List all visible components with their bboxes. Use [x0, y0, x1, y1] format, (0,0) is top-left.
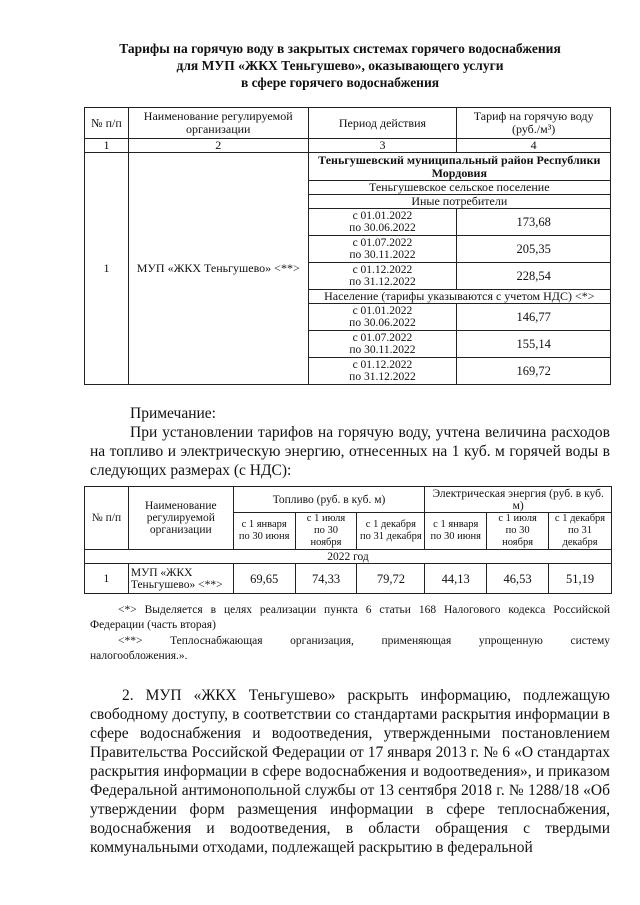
header-org: Наименование регулируемой организации	[128, 108, 308, 139]
period-header: с 1 января по 30 июня	[233, 513, 295, 550]
header-org: Наименование регулируемой организации	[128, 487, 233, 550]
period-header: с 1 декабря по 31 декабря	[549, 513, 612, 550]
org-name: МУП «ЖКХ Теньгушево» <**>	[128, 153, 308, 385]
header-tariff: Тариф на горячую воду (руб./м³)	[457, 108, 611, 139]
settlement-name: Теньгушевское сельское поселение	[308, 181, 610, 195]
tariff-value: 228,54	[457, 263, 611, 290]
paragraph-2: 2. МУП «ЖКХ Теньгушево» раскрыть информацию, подлежащую свободному доступу, в соответствии со стандартами раскрытия информации в сфере водоснабжения и водоотведения, утвержденными постановлением Правительства Российской Федерации от 17 января 2013 г. № 6 «О стандартах раскрытия информации в сфере водоснабжения и водоотведения», и приказом Федеральной антимонопольной службы от 13 сентября 2018 г. № 1288/18 «Об утверждении форм размещения информации в сфере теплоснабжения, водоснабжения и водоотведения, в области обращения с твердыми коммунальными отходами, подлежащей раскрытию в федеральной	[90, 687, 610, 856]
group-label-population: Население (тарифы указываются с учетом НДС) <*>	[308, 290, 610, 304]
header-num: № п/п	[85, 487, 129, 550]
cost-value: 51,19	[549, 564, 612, 594]
header-period: Период действия	[308, 108, 457, 139]
note-heading: Примечание:	[130, 405, 216, 422]
cost-value: 74,33	[295, 564, 357, 594]
title-line-2: для МУП «ЖКХ Теньгушево», оказывающего услуги	[176, 58, 504, 73]
row-num: 1	[85, 153, 129, 385]
tariff-value: 173,68	[457, 209, 611, 236]
index-cell: 1	[85, 139, 129, 153]
org-name: МУП «ЖКХ Теньгушево» <**>	[128, 564, 233, 594]
period-cell: с 01.07.2022 по 30.11.2022	[308, 236, 457, 263]
period-header: с 1 июля по 30 ноября	[295, 513, 357, 550]
year-label: 2022 год	[85, 550, 612, 564]
tariff-value: 155,14	[457, 331, 611, 358]
tariff-table	[84, 107, 611, 385]
header-fuel: Топливо (руб. в куб. м)	[233, 487, 425, 513]
period-header: с 1 января по 30 июня	[425, 513, 487, 550]
region-name: Теньгушевский муниципальный район Республики Мордовия	[308, 153, 610, 181]
tariff-table-header-row	[85, 108, 611, 139]
document-title	[60, 40, 620, 91]
cost-value: 44,13	[425, 564, 487, 594]
tariff-table-index-row	[85, 139, 611, 153]
title-line-1: Тарифы на горячую воду в закрытых системах горячего водоснабжения	[119, 41, 561, 56]
period-cell: с 01.01.2022 по 30.06.2022	[308, 304, 457, 331]
cost-value: 46,53	[487, 564, 549, 594]
period-cell: с 01.07.2022 по 30.11.2022	[308, 331, 457, 358]
period-header: с 1 июля по 30 ноября	[487, 513, 549, 550]
row-num: 1	[85, 564, 129, 594]
cost-value: 79,72	[357, 564, 425, 594]
tariff-value: 169,72	[457, 358, 611, 385]
period-cell: с 01.12.2022 по 31.12.2022	[308, 358, 457, 385]
title-line-3: в сфере горячего водоснабжения	[240, 75, 440, 90]
group-label-other: Иные потребители	[308, 195, 610, 209]
index-cell: 3	[308, 139, 457, 153]
tariff-value: 146,77	[457, 304, 611, 331]
costs-table	[84, 486, 612, 594]
period-cell: с 01.12.2022 по 31.12.2022	[308, 263, 457, 290]
header-electric: Электрическая энергия (руб. в куб. м)	[425, 487, 612, 513]
period-header: с 1 декабря по 31 декабря	[357, 513, 425, 550]
note-text: При установлении тарифов на горячую воду, учтена величина расходов на топливо и электрическую энергию, отнесенных на 1 куб. м горячей воды в следующих размерах (с НДС):	[90, 424, 610, 479]
footnote-2: <**> Теплоснабжающая организация, применяющая упрощенную систему налогообложения.».	[90, 635, 610, 662]
index-cell: 4	[457, 139, 611, 153]
footnote-1: <*> Выделяется в целях реализации пункта 6 статьи 168 Налогового кодекса Российской Федерации (часть вторая)	[90, 604, 610, 631]
period-cell: с 01.01.2022 по 30.06.2022	[308, 209, 457, 236]
cost-value: 69,65	[233, 564, 295, 594]
index-cell: 2	[128, 139, 308, 153]
tariff-value: 205,35	[457, 236, 611, 263]
table-row	[85, 564, 612, 594]
header-num: № п/п	[85, 108, 129, 139]
